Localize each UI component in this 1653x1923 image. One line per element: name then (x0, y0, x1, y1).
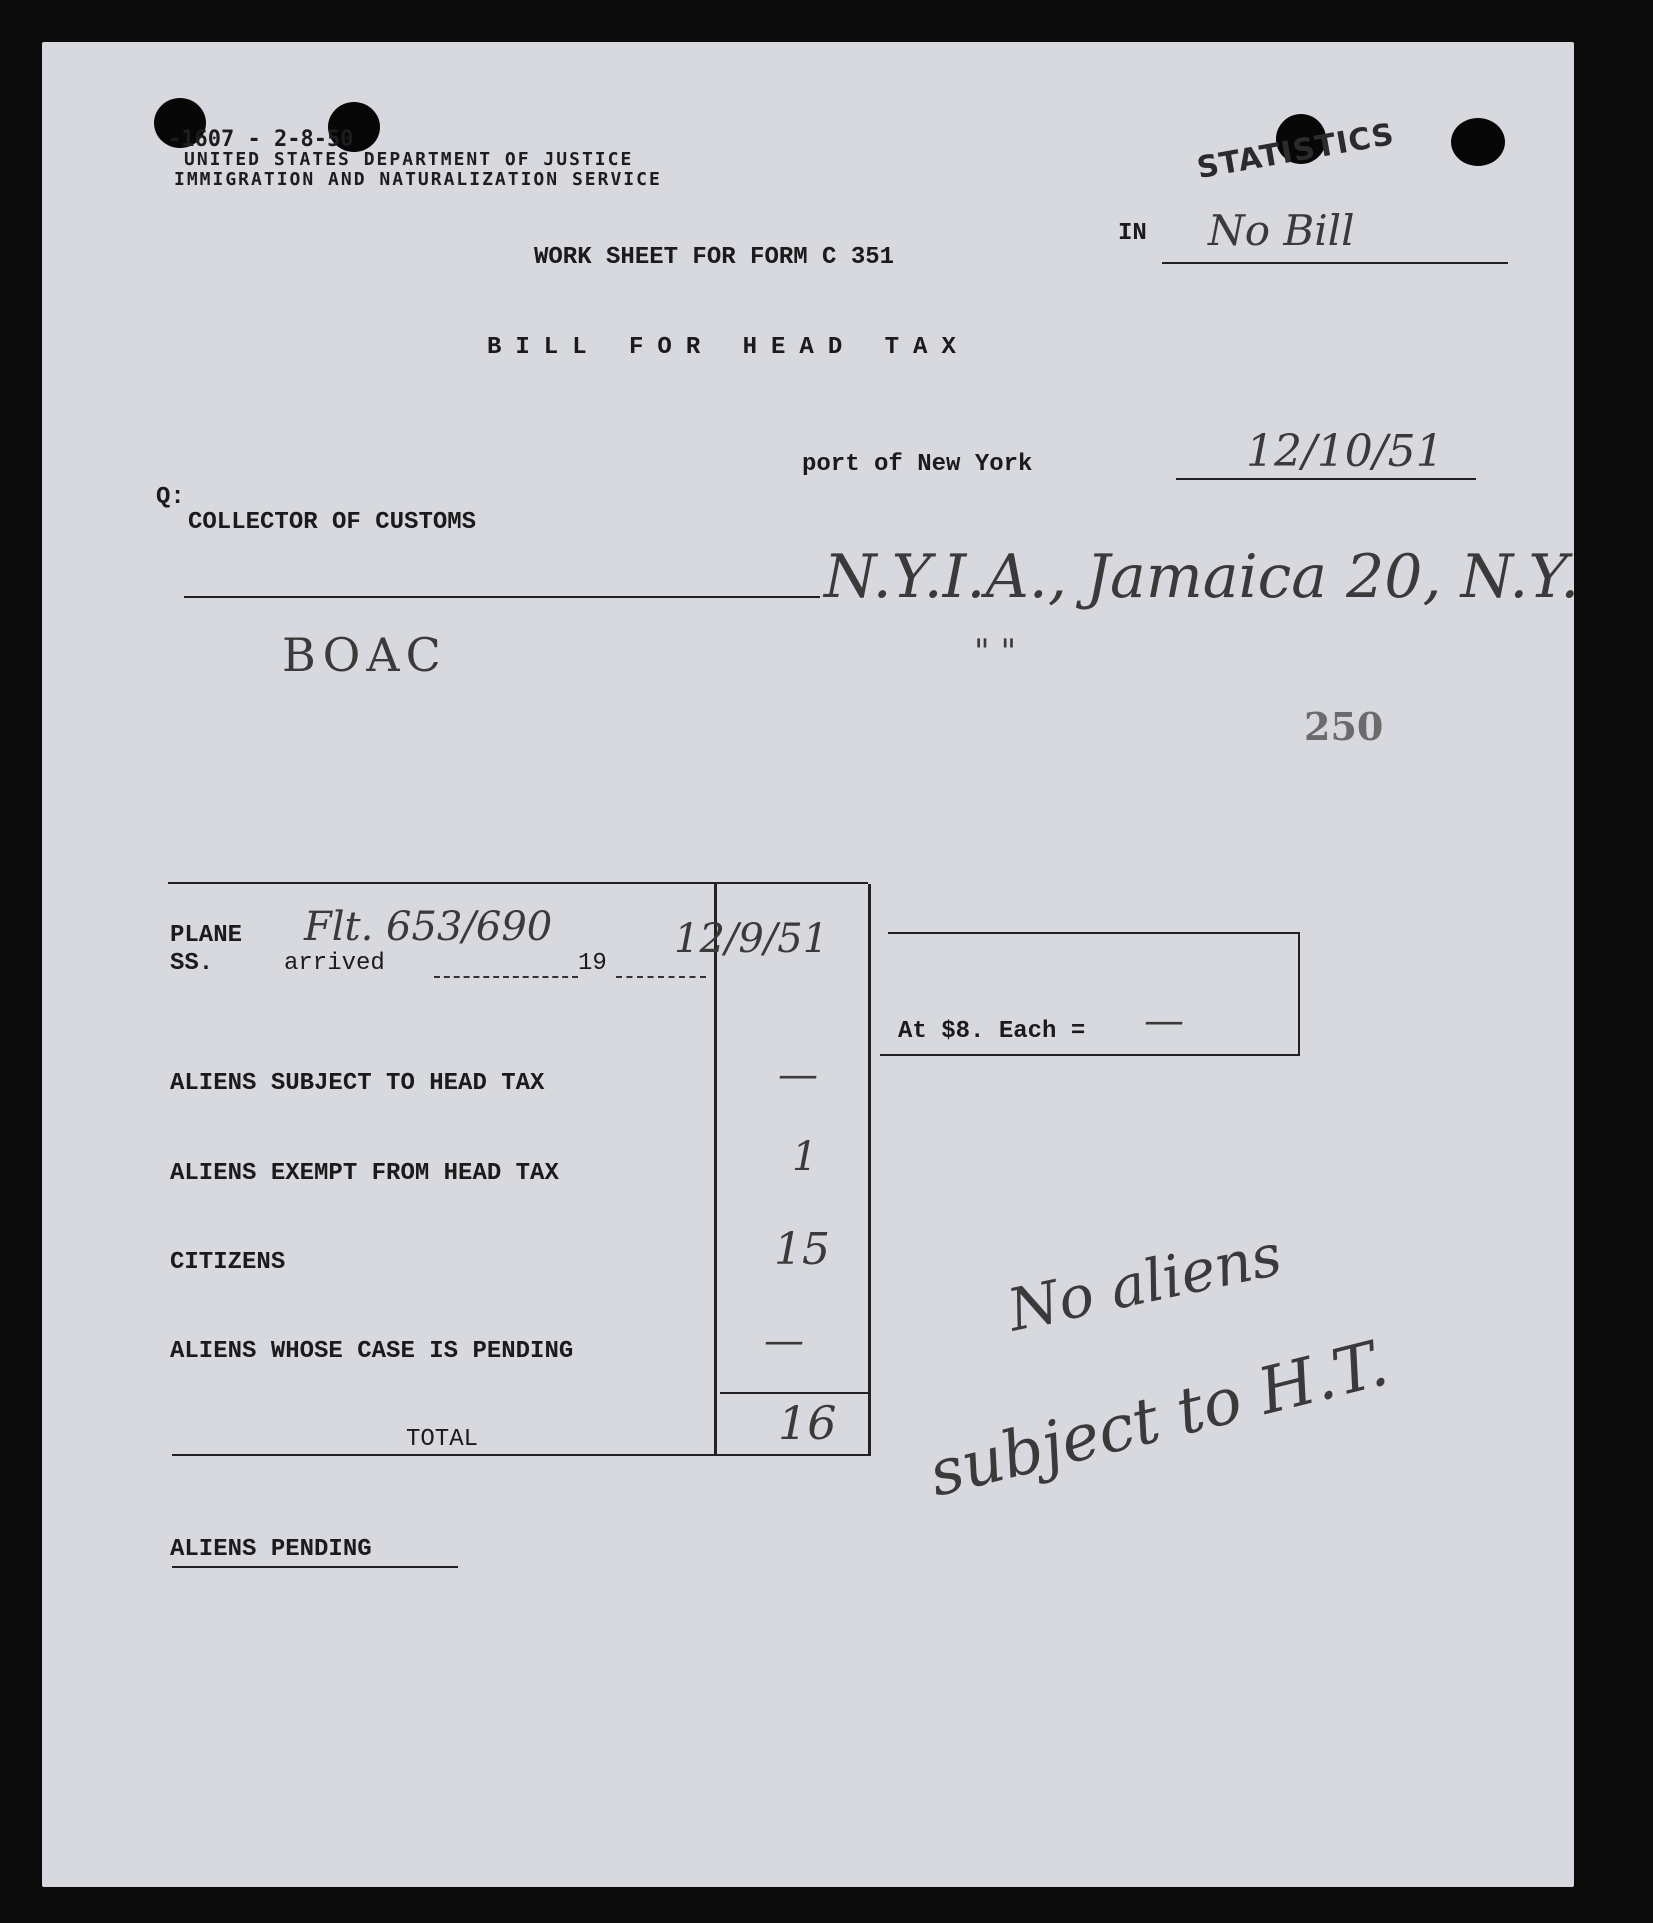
total-label: TOTAL (406, 1426, 479, 1453)
collector-underline (184, 596, 820, 598)
row-label-citizens: CITIZENS (170, 1249, 286, 1276)
rate-box-bottom (880, 1054, 1300, 1056)
arrived-blank (434, 976, 578, 978)
row-value-citizens: 15 (774, 1224, 830, 1275)
row-value-pending: — (764, 1318, 804, 1364)
aliens-pending-underline (172, 1566, 458, 1568)
in-label: IN (1118, 220, 1147, 247)
plane-label: PLANE (170, 922, 243, 949)
year-blank (616, 976, 706, 978)
ditto-marks: " " (974, 632, 1017, 672)
row-label-pending: ALIENS WHOSE CASE IS PENDING (170, 1338, 574, 1365)
punch-hole (1451, 118, 1505, 166)
statistics-stamp: STATISTICS (1194, 116, 1398, 187)
row-label-exempt: ALIENS EXEMPT FROM HEAD TAX (170, 1160, 559, 1187)
collector-label: COLLECTOR OF CUSTOMS (188, 509, 477, 536)
arrival-date: 12/9/51 (674, 916, 829, 962)
table-total-rule (720, 1392, 868, 1394)
note-line-1: No aliens (1002, 1220, 1288, 1345)
rate-value: — (1144, 998, 1184, 1044)
table-top-border (168, 882, 868, 884)
in-value: No Bill (1208, 206, 1355, 255)
department-name: UNITED STATES DEPARTMENT OF JUSTICE (184, 149, 634, 170)
rate-box-right (1298, 932, 1300, 1056)
ss-label: SS. (170, 950, 214, 977)
table-bottom-border (172, 1454, 870, 1456)
port-date: 12/10/51 (1246, 426, 1444, 477)
table-column-left (714, 884, 717, 1456)
rate-box-top (888, 932, 1300, 934)
port-label: port of New York (802, 451, 1033, 478)
arrived-label: arrived (284, 950, 385, 977)
row-label-subject: ALIENS SUBJECT TO HEAD TAX (170, 1070, 545, 1097)
bill-title: BILL FOR HEAD TAX (487, 334, 970, 361)
rate-label: At $8. Each = (898, 1018, 1086, 1045)
date-underline (1176, 478, 1476, 480)
aliens-pending-label: ALIENS PENDING (170, 1536, 372, 1563)
carrier-handwritten: BOAC (282, 628, 447, 682)
form-number: -1607 - 2-8-50 (168, 127, 354, 152)
in-underline (1162, 262, 1508, 264)
row-value-subject: — (778, 1052, 818, 1098)
table-column-right (868, 884, 871, 1456)
reference-number: 250 (1304, 704, 1384, 749)
total-value: 16 (778, 1396, 837, 1450)
service-name: IMMIGRATION AND NATURALIZATION SERVICE (174, 169, 662, 190)
worksheet-title: WORK SHEET FOR FORM C 351 (534, 244, 895, 271)
note-line-2: subject to H.T. (922, 1326, 1396, 1512)
location-handwritten: N.Y.I.A., Jamaica 20, N.Y. (824, 542, 1580, 612)
to-label: Q: (156, 484, 185, 511)
document-sheet (42, 42, 1580, 1887)
row-value-exempt: 1 (792, 1134, 818, 1180)
year-prefix: 19 (578, 950, 607, 977)
flight-number: Flt. 653/690 (304, 904, 553, 950)
